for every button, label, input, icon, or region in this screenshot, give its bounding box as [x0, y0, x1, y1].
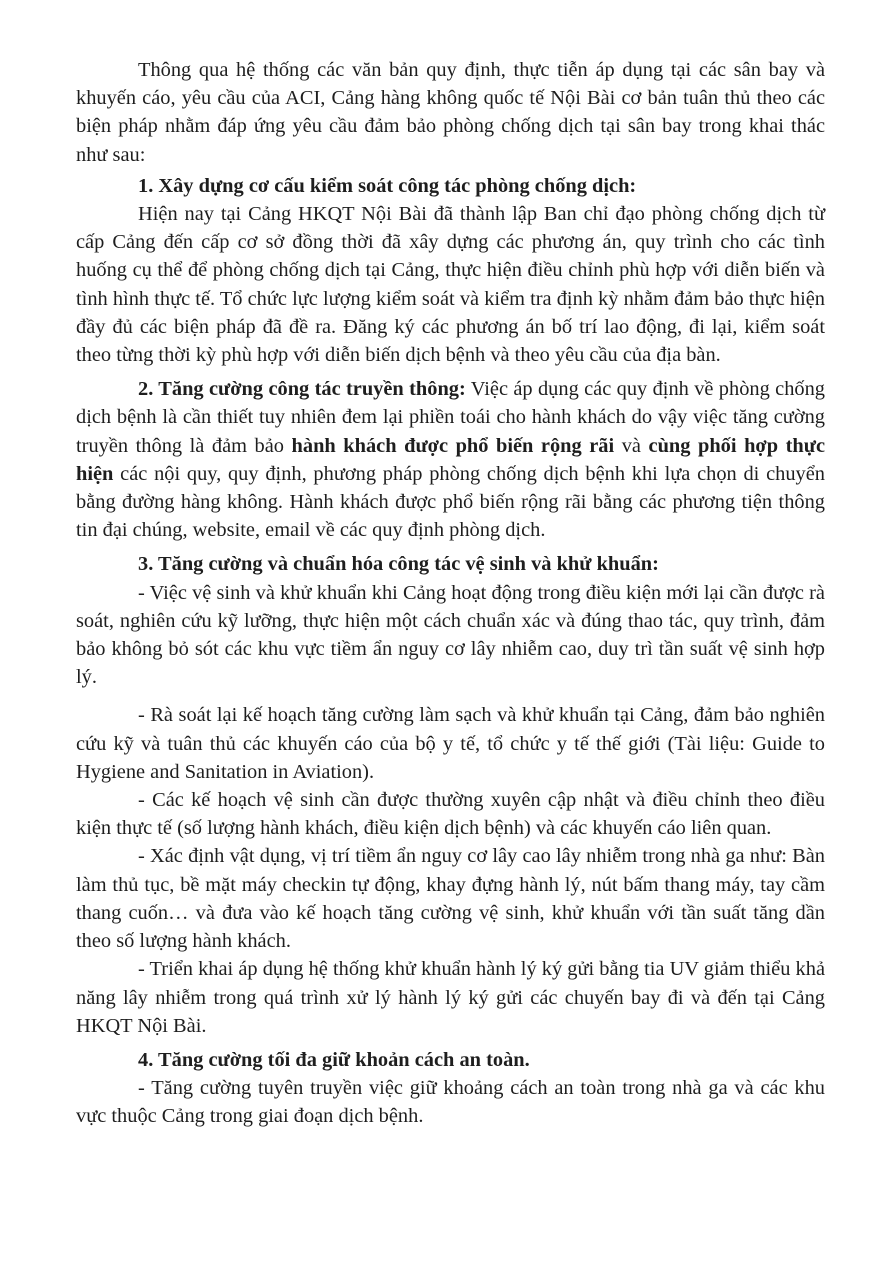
section-2-heading: 2. Tăng cường công tác truyền thông: — [138, 378, 466, 401]
section-2-text-1: Việc áp dụng các quy định về phòng chống dịch bệnh là cần thiết tuy nhiên đem lại phiền toái cho hành khách do vậy việc tăng cường truyền thông là đảm bảo — [76, 378, 825, 457]
section-2-text-3: các nội quy, quy định, phương pháp phòng chống dịch bệnh khi lựa chọn di chuyển bằng đường hàng không. Hành khách được phổ biến rộng rãi bằng các phương tiện thông tin đại chúng, website, email về các quy định phòng dịch. — [76, 462, 825, 542]
section-3-item-2: - Rà soát lại kế hoạch tăng cường làm sạch và khử khuẩn tại Cảng, đảm bảo nghiên cứu kỹ và tuân thủ các khuyến cáo của bộ y tế, tổ chức y tế thế giới (Tài liệu: Guide to Hygiene and Sanitation in Aviation). — [76, 704, 825, 783]
section-3-item-5: - Triển khai áp dụng hệ thống khử khuẩn hành lý ký gửi bằng tia UV giảm thiểu khả năng lây nhiễm trong quá trình xử lý hành lý ký gửi các chuyến bay đi và đến tại Cảng HKQT Nội Bài. — [76, 958, 825, 1037]
section-4-heading: 4. Tăng cường tối đa giữ khoản cách an toàn. — [138, 1048, 530, 1071]
section-3-item-4: - Xác định vật dụng, vị trí tiềm ẩn nguy cơ lây cao lây nhiễm trong nhà ga như: Bàn làm thủ tục, bề mặt máy checkin tự động, khay đựng hành lý, nút bấm thang máy, tay cầm thang cuốn… và đưa vào kế hoạch tăng cường vệ sinh, khử khuẩn với tần suất tăng dần theo số lượng hành khách. — [76, 845, 825, 953]
intro-paragraph: Thông qua hệ thống các văn bản quy định, thực tiễn áp dụng tại các sân bay và khuyến cáo, yêu cầu của ACI, Cảng hàng không quốc tế Nội Bài cơ bản tuân thủ theo các biện pháp nhằm đáp ứng yêu cầu đảm bảo phòng chống dịch tại sân bay trong khai thác như sau: — [76, 59, 825, 166]
section-2-text-2: và — [614, 434, 649, 457]
section-3-heading: 3. Tăng cường và chuẩn hóa công tác vệ sinh và khử khuẩn: — [138, 553, 659, 576]
section-3-item-1: - Việc vệ sinh và khử khuẩn khi Cảng hoạt động trong điều kiện mới lại cần được rà soát, nghiên cứu kỹ lưỡng, thực hiện một cách chuẩn xác và đúng thao tác, quy trình, đảm bảo không bỏ sót các khu vực tiềm ẩn nguy cơ lây nhiễm cao, duy trì tần suất vệ sinh hợp lý. — [76, 581, 825, 689]
section-2-paragraph — [76, 375, 825, 544]
section-4-item-1: - Tăng cường tuyên truyền việc giữ khoảng cách an toàn trong nhà ga và các khu vực thuộc Cảng trong giai đoạn dịch bệnh. — [76, 1077, 825, 1128]
section-2-bold-1: hành khách được phổ biến rộng rãi — [291, 434, 615, 457]
section-1-heading: 1. Xây dựng cơ cấu kiểm soát công tác phòng chống dịch: — [138, 174, 637, 197]
section-1-body: Hiện nay tại Cảng HKQT Nội Bài đã thành lập Ban chỉ đạo phòng chống dịch từ cấp Cảng đến cấp cơ sở đồng thời đã xây dựng các phương án, quy trình cho các tình huống cụ thể để phòng chống dịch tại Cảng, thực hiện điều chỉnh phù hợp với diễn biến và tình hình thực tế. Tổ chức lực lượng kiểm soát và kiểm tra định kỳ nhằm đảm bảo thực hiện đầy đủ các biện pháp đã đề ra. Đăng ký các phương án bố trí lao động, đi lại, kiểm soát theo từng thời kỳ phù hợp với diễn biến dịch bệnh và theo yêu cầu của địa bàn. — [76, 203, 825, 367]
section-3-item-3: - Các kế hoạch vệ sinh cần được thường xuyên cập nhật và điều chỉnh theo điều kiện thực tế (số lượng hành khách, điều kiện dịch bệnh) và các khuyến cáo liên quan. — [76, 789, 825, 840]
section-2-bold-2: cùng phối hợp thực hiện — [76, 434, 826, 485]
